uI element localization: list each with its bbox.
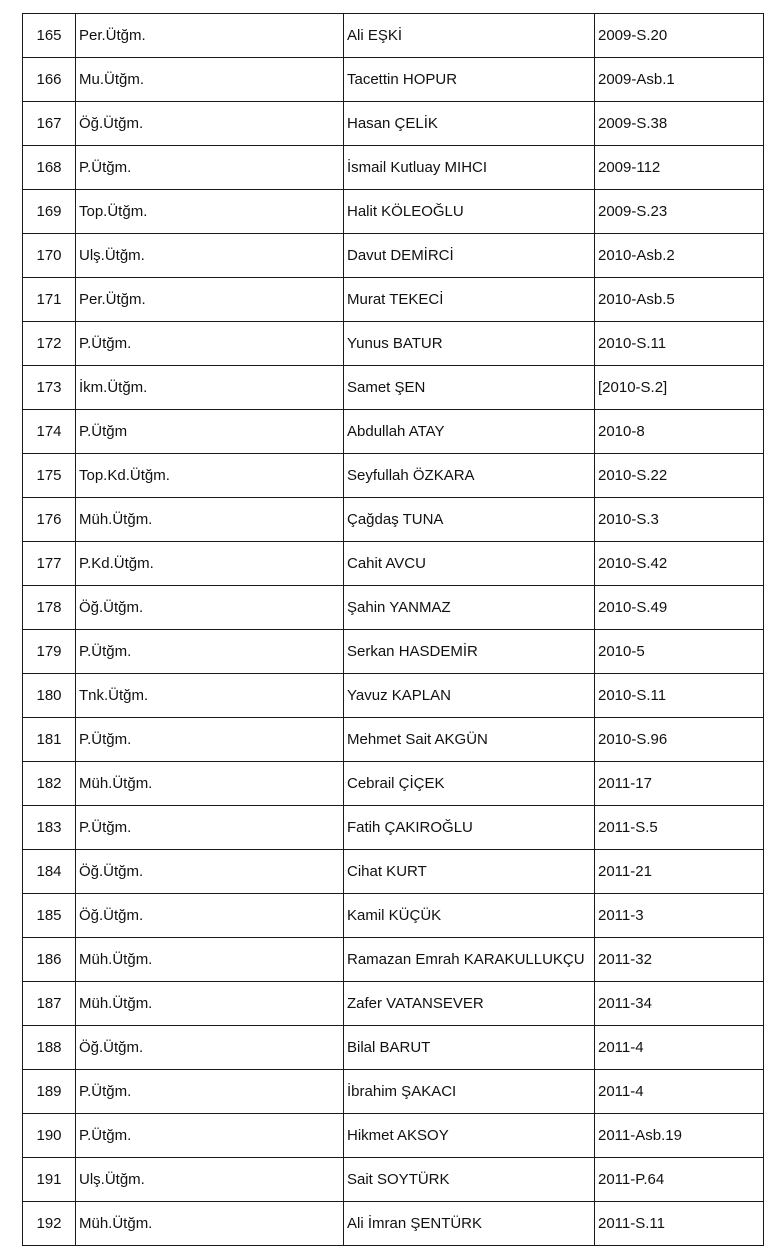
row-number-cell: 191 xyxy=(23,1158,76,1202)
person-name-cell: Bilal BARUT xyxy=(344,1026,595,1070)
registry-code-cell: 2010-S.96 xyxy=(595,718,764,762)
registry-code-cell: 2011-4 xyxy=(595,1026,764,1070)
rank-cell: İkm.Ütğm. xyxy=(76,366,344,410)
registry-code-cell: 2011-34 xyxy=(595,982,764,1026)
registry-code-cell: 2011-17 xyxy=(595,762,764,806)
registry-code-cell: [2010-S.2] xyxy=(595,366,764,410)
registry-code-cell: 2010-S.49 xyxy=(595,586,764,630)
person-name-cell: Abdullah ATAY xyxy=(344,410,595,454)
registry-code-cell: 2010-5 xyxy=(595,630,764,674)
rank-cell: Öğ.Ütğm. xyxy=(76,586,344,630)
rank-cell: Per.Ütğm. xyxy=(76,278,344,322)
row-number-cell: 174 xyxy=(23,410,76,454)
table-row xyxy=(23,102,764,146)
person-name-cell: Tacettin HOPUR xyxy=(344,58,595,102)
roster-sheet xyxy=(22,13,764,1246)
row-number-cell: 176 xyxy=(23,498,76,542)
rank-cell: Top.Ütğm. xyxy=(76,190,344,234)
row-number-cell: 172 xyxy=(23,322,76,366)
person-name-cell: İbrahim ŞAKACI xyxy=(344,1070,595,1114)
table-row xyxy=(23,58,764,102)
table-row xyxy=(23,1026,764,1070)
rank-cell: P.Kd.Ütğm. xyxy=(76,542,344,586)
row-number-cell: 171 xyxy=(23,278,76,322)
registry-code-cell: 2011-32 xyxy=(595,938,764,982)
rank-cell: P.Ütğm. xyxy=(76,718,344,762)
person-name-cell: Şahin YANMAZ xyxy=(344,586,595,630)
row-number-cell: 184 xyxy=(23,850,76,894)
person-name-cell: Ali İmran ŞENTÜRK xyxy=(344,1202,595,1246)
registry-code-cell: 2010-8 xyxy=(595,410,764,454)
rank-cell: Tnk.Ütğm. xyxy=(76,674,344,718)
row-number-cell: 169 xyxy=(23,190,76,234)
table-row xyxy=(23,674,764,718)
rank-cell: Müh.Ütğm. xyxy=(76,498,344,542)
table-row xyxy=(23,498,764,542)
person-name-cell: Zafer VATANSEVER xyxy=(344,982,595,1026)
rank-cell: Öğ.Ütğm. xyxy=(76,1026,344,1070)
person-name-cell: Çağdaş TUNA xyxy=(344,498,595,542)
rank-cell: P.Ütğm. xyxy=(76,322,344,366)
rank-cell: Müh.Ütğm. xyxy=(76,938,344,982)
table-row xyxy=(23,410,764,454)
registry-code-cell: 2010-S.11 xyxy=(595,322,764,366)
person-name-cell: Seyfullah ÖZKARA xyxy=(344,454,595,498)
person-name-cell: Hikmet AKSOY xyxy=(344,1114,595,1158)
person-name-cell: Yavuz KAPLAN xyxy=(344,674,595,718)
row-number-cell: 185 xyxy=(23,894,76,938)
table-row xyxy=(23,894,764,938)
person-name-cell: Samet ŞEN xyxy=(344,366,595,410)
registry-code-cell: 2011-P.64 xyxy=(595,1158,764,1202)
row-number-cell: 175 xyxy=(23,454,76,498)
rank-cell: Müh.Ütğm. xyxy=(76,762,344,806)
person-name-cell: Davut DEMİRCİ xyxy=(344,234,595,278)
row-number-cell: 187 xyxy=(23,982,76,1026)
person-name-cell: Kamil KÜÇÜK xyxy=(344,894,595,938)
person-name-cell: Sait SOYTÜRK xyxy=(344,1158,595,1202)
table-row xyxy=(23,762,764,806)
table-row xyxy=(23,850,764,894)
row-number-cell: 179 xyxy=(23,630,76,674)
registry-code-cell: 2010-Asb.2 xyxy=(595,234,764,278)
registry-code-cell: 2010-S.42 xyxy=(595,542,764,586)
person-name-cell: Hasan ÇELİK xyxy=(344,102,595,146)
registry-code-cell: 2009-112 xyxy=(595,146,764,190)
table-row xyxy=(23,322,764,366)
row-number-cell: 181 xyxy=(23,718,76,762)
rank-cell: Mu.Ütğm. xyxy=(76,58,344,102)
row-number-cell: 170 xyxy=(23,234,76,278)
registry-code-cell: 2010-S.11 xyxy=(595,674,764,718)
table-row xyxy=(23,542,764,586)
person-name-cell: Ramazan Emrah KARAKULLUKÇU xyxy=(344,938,595,982)
person-name-cell: Mehmet Sait AKGÜN xyxy=(344,718,595,762)
row-number-cell: 190 xyxy=(23,1114,76,1158)
registry-code-cell: 2009-S.38 xyxy=(595,102,764,146)
rank-cell: Ulş.Ütğm. xyxy=(76,234,344,278)
table-row xyxy=(23,366,764,410)
roster-table xyxy=(22,13,764,1246)
table-row xyxy=(23,982,764,1026)
person-name-cell: Cebrail ÇİÇEK xyxy=(344,762,595,806)
table-row xyxy=(23,278,764,322)
rank-cell: P.Ütğm. xyxy=(76,630,344,674)
row-number-cell: 173 xyxy=(23,366,76,410)
registry-code-cell: 2010-S.22 xyxy=(595,454,764,498)
rank-cell: Öğ.Ütğm. xyxy=(76,894,344,938)
table-row xyxy=(23,630,764,674)
rank-cell: Top.Kd.Ütğm. xyxy=(76,454,344,498)
registry-code-cell: 2009-Asb.1 xyxy=(595,58,764,102)
table-row xyxy=(23,146,764,190)
registry-code-cell: 2011-S.11 xyxy=(595,1202,764,1246)
rank-cell: Müh.Ütğm. xyxy=(76,1202,344,1246)
roster-table-body xyxy=(23,14,764,1246)
table-row xyxy=(23,1070,764,1114)
table-row xyxy=(23,806,764,850)
registry-code-cell: 2011-3 xyxy=(595,894,764,938)
rank-cell: P.Ütğm. xyxy=(76,806,344,850)
row-number-cell: 192 xyxy=(23,1202,76,1246)
rank-cell: Müh.Ütğm. xyxy=(76,982,344,1026)
rank-cell: Per.Ütğm. xyxy=(76,14,344,58)
table-row xyxy=(23,1114,764,1158)
table-row xyxy=(23,1202,764,1246)
registry-code-cell: 2011-S.5 xyxy=(595,806,764,850)
person-name-cell: Ali EŞKİ xyxy=(344,14,595,58)
person-name-cell: Fatih ÇAKIROĞLU xyxy=(344,806,595,850)
registry-code-cell: 2011-Asb.19 xyxy=(595,1114,764,1158)
table-row xyxy=(23,14,764,58)
table-row xyxy=(23,190,764,234)
row-number-cell: 178 xyxy=(23,586,76,630)
registry-code-cell: 2009-S.20 xyxy=(595,14,764,58)
row-number-cell: 182 xyxy=(23,762,76,806)
person-name-cell: Serkan HASDEMİR xyxy=(344,630,595,674)
rank-cell: P.Ütğm xyxy=(76,410,344,454)
table-row xyxy=(23,1158,764,1202)
person-name-cell: Cahit AVCU xyxy=(344,542,595,586)
rank-cell: Öğ.Ütğm. xyxy=(76,102,344,146)
row-number-cell: 189 xyxy=(23,1070,76,1114)
person-name-cell: Murat TEKECİ xyxy=(344,278,595,322)
table-row xyxy=(23,938,764,982)
rank-cell: Ulş.Ütğm. xyxy=(76,1158,344,1202)
rank-cell: P.Ütğm. xyxy=(76,146,344,190)
registry-code-cell: 2011-21 xyxy=(595,850,764,894)
registry-code-cell: 2011-4 xyxy=(595,1070,764,1114)
person-name-cell: İsmail Kutluay MIHCI xyxy=(344,146,595,190)
person-name-cell: Cihat KURT xyxy=(344,850,595,894)
row-number-cell: 165 xyxy=(23,14,76,58)
row-number-cell: 180 xyxy=(23,674,76,718)
table-row xyxy=(23,718,764,762)
row-number-cell: 166 xyxy=(23,58,76,102)
person-name-cell: Yunus BATUR xyxy=(344,322,595,366)
row-number-cell: 183 xyxy=(23,806,76,850)
table-row xyxy=(23,454,764,498)
row-number-cell: 186 xyxy=(23,938,76,982)
row-number-cell: 188 xyxy=(23,1026,76,1070)
registry-code-cell: 2009-S.23 xyxy=(595,190,764,234)
row-number-cell: 167 xyxy=(23,102,76,146)
rank-cell: Öğ.Ütğm. xyxy=(76,850,344,894)
row-number-cell: 168 xyxy=(23,146,76,190)
registry-code-cell: 2010-Asb.5 xyxy=(595,278,764,322)
person-name-cell: Halit KÖLEOĞLU xyxy=(344,190,595,234)
rank-cell: P.Ütğm. xyxy=(76,1070,344,1114)
registry-code-cell: 2010-S.3 xyxy=(595,498,764,542)
table-row xyxy=(23,586,764,630)
row-number-cell: 177 xyxy=(23,542,76,586)
rank-cell: P.Ütğm. xyxy=(76,1114,344,1158)
table-row xyxy=(23,234,764,278)
